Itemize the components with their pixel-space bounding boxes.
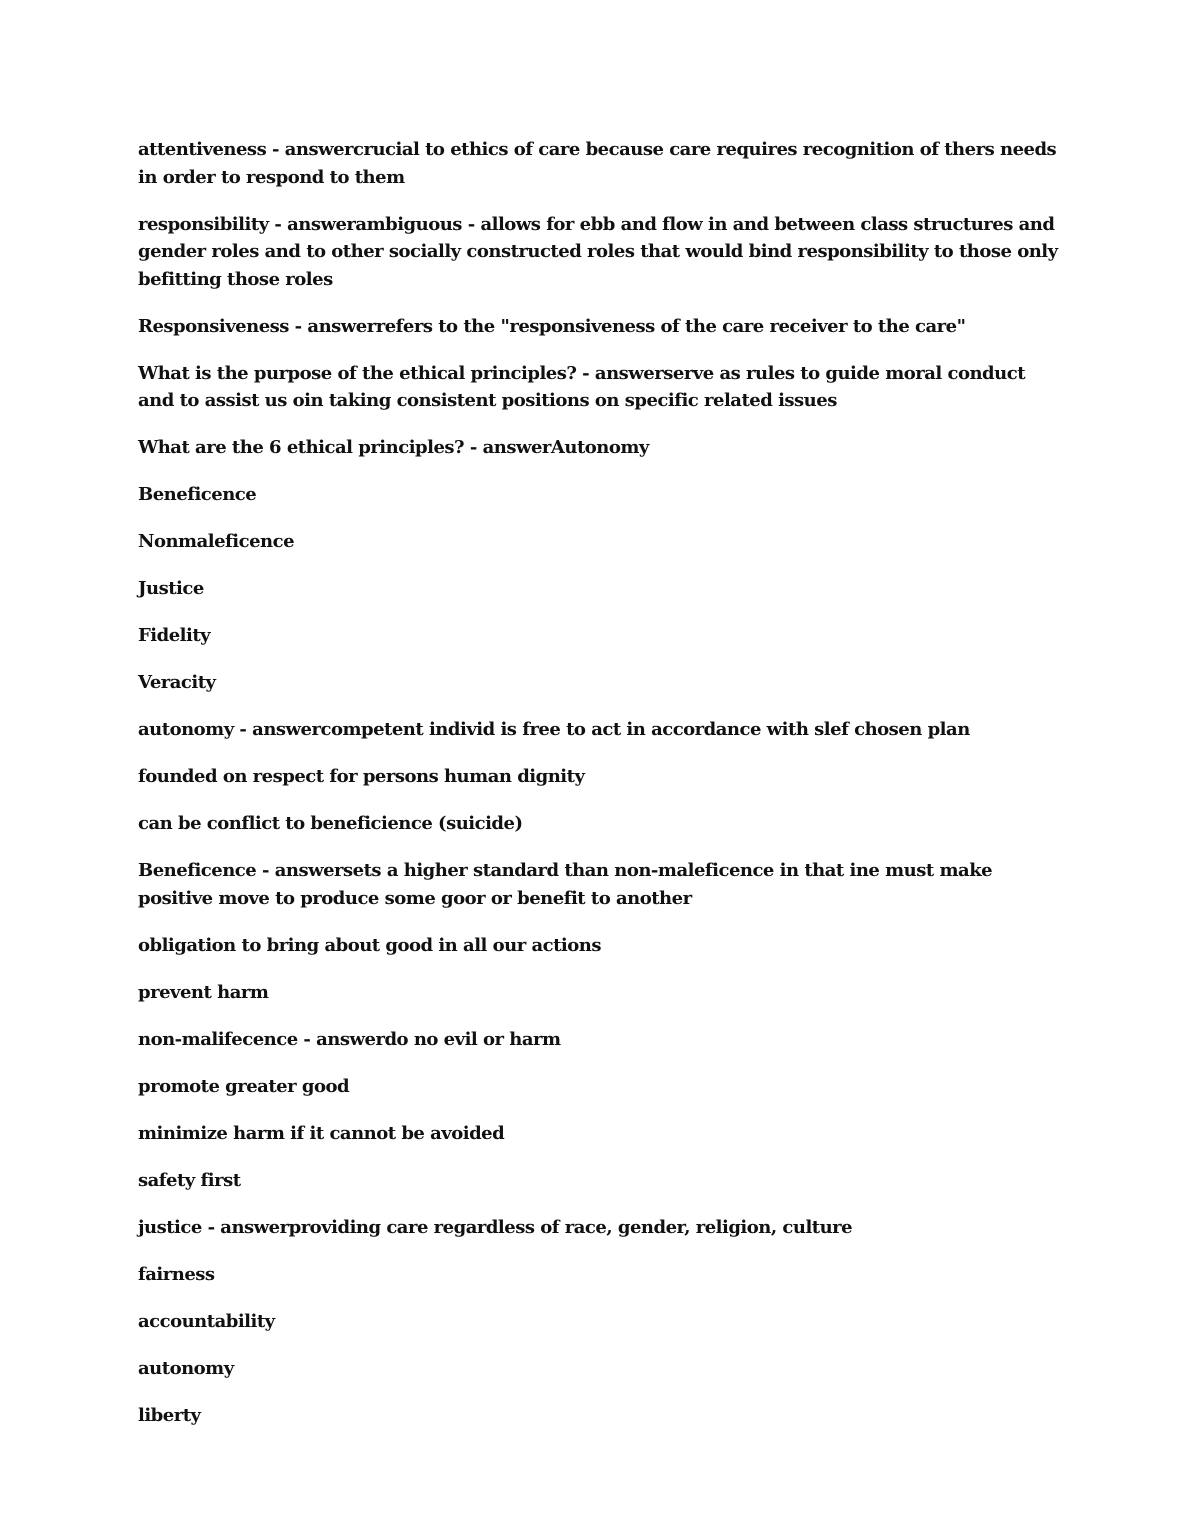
list-item: fairness (138, 1263, 215, 1285)
list-item: can be conflict to beneficience (suicide) (138, 813, 523, 834)
paragraph-responsibility: responsibility - answerambiguous - allows for ebb and flow in and between class structures and gender roles and to other socially constructed roles that would bind responsibility to those only befitting those roles (138, 213, 1058, 290)
paragraph-beneficence: Beneficence - answersets a higher standard than non-maleficence in that ine must make positive move to produce some goor or benefit to another (138, 860, 993, 909)
list-item-nonmaleficence: Nonmaleficence (138, 531, 295, 552)
document-page (138, 136, 1058, 1449)
paragraph-attentiveness: attentiveness - answercrucial to ethics of care because care requires recognition of thers needs in order to respond to them (138, 139, 1057, 188)
paragraph-justice: justice - answerproviding care regardless of race, gender, religion, culture (138, 1216, 853, 1238)
paragraph-responsiveness: Responsiveness - answerrefers to the "responsiveness of the care receiver to the care" (138, 315, 966, 337)
paragraph-purpose-question: What is the purpose of the ethical principles? - answerserve as rules to guide moral conduct and to assist us oin taking consistent positions on specific related issues (138, 362, 1026, 411)
list-item-beneficence: Beneficence (138, 484, 257, 505)
paragraph-autonomy: autonomy - answercompetent individ is free to act in accordance with slef chosen plan (138, 719, 970, 740)
list-item: minimize harm if it cannot be avoided (138, 1122, 505, 1144)
list-item-justice: Justice (138, 578, 204, 599)
list-item: obligation to bring about good in all our actions (138, 934, 601, 956)
paragraph-six-principles-question: What are the 6 ethical principles? - answerAutonomy (138, 437, 649, 458)
list-item: promote greater good (138, 1075, 350, 1097)
list-item: safety first (138, 1169, 241, 1191)
list-item-veracity: Veracity (138, 672, 216, 693)
list-item: autonomy (138, 1357, 234, 1379)
list-item: accountability (138, 1310, 275, 1332)
list-item: prevent harm (138, 981, 269, 1003)
paragraph-non-malifecence: non-malifecence - answerdo no evil or harm (138, 1028, 561, 1050)
list-item: liberty (138, 1404, 201, 1426)
list-item-fidelity: Fidelity (138, 625, 211, 646)
list-item: founded on respect for persons human dignity (138, 766, 585, 787)
